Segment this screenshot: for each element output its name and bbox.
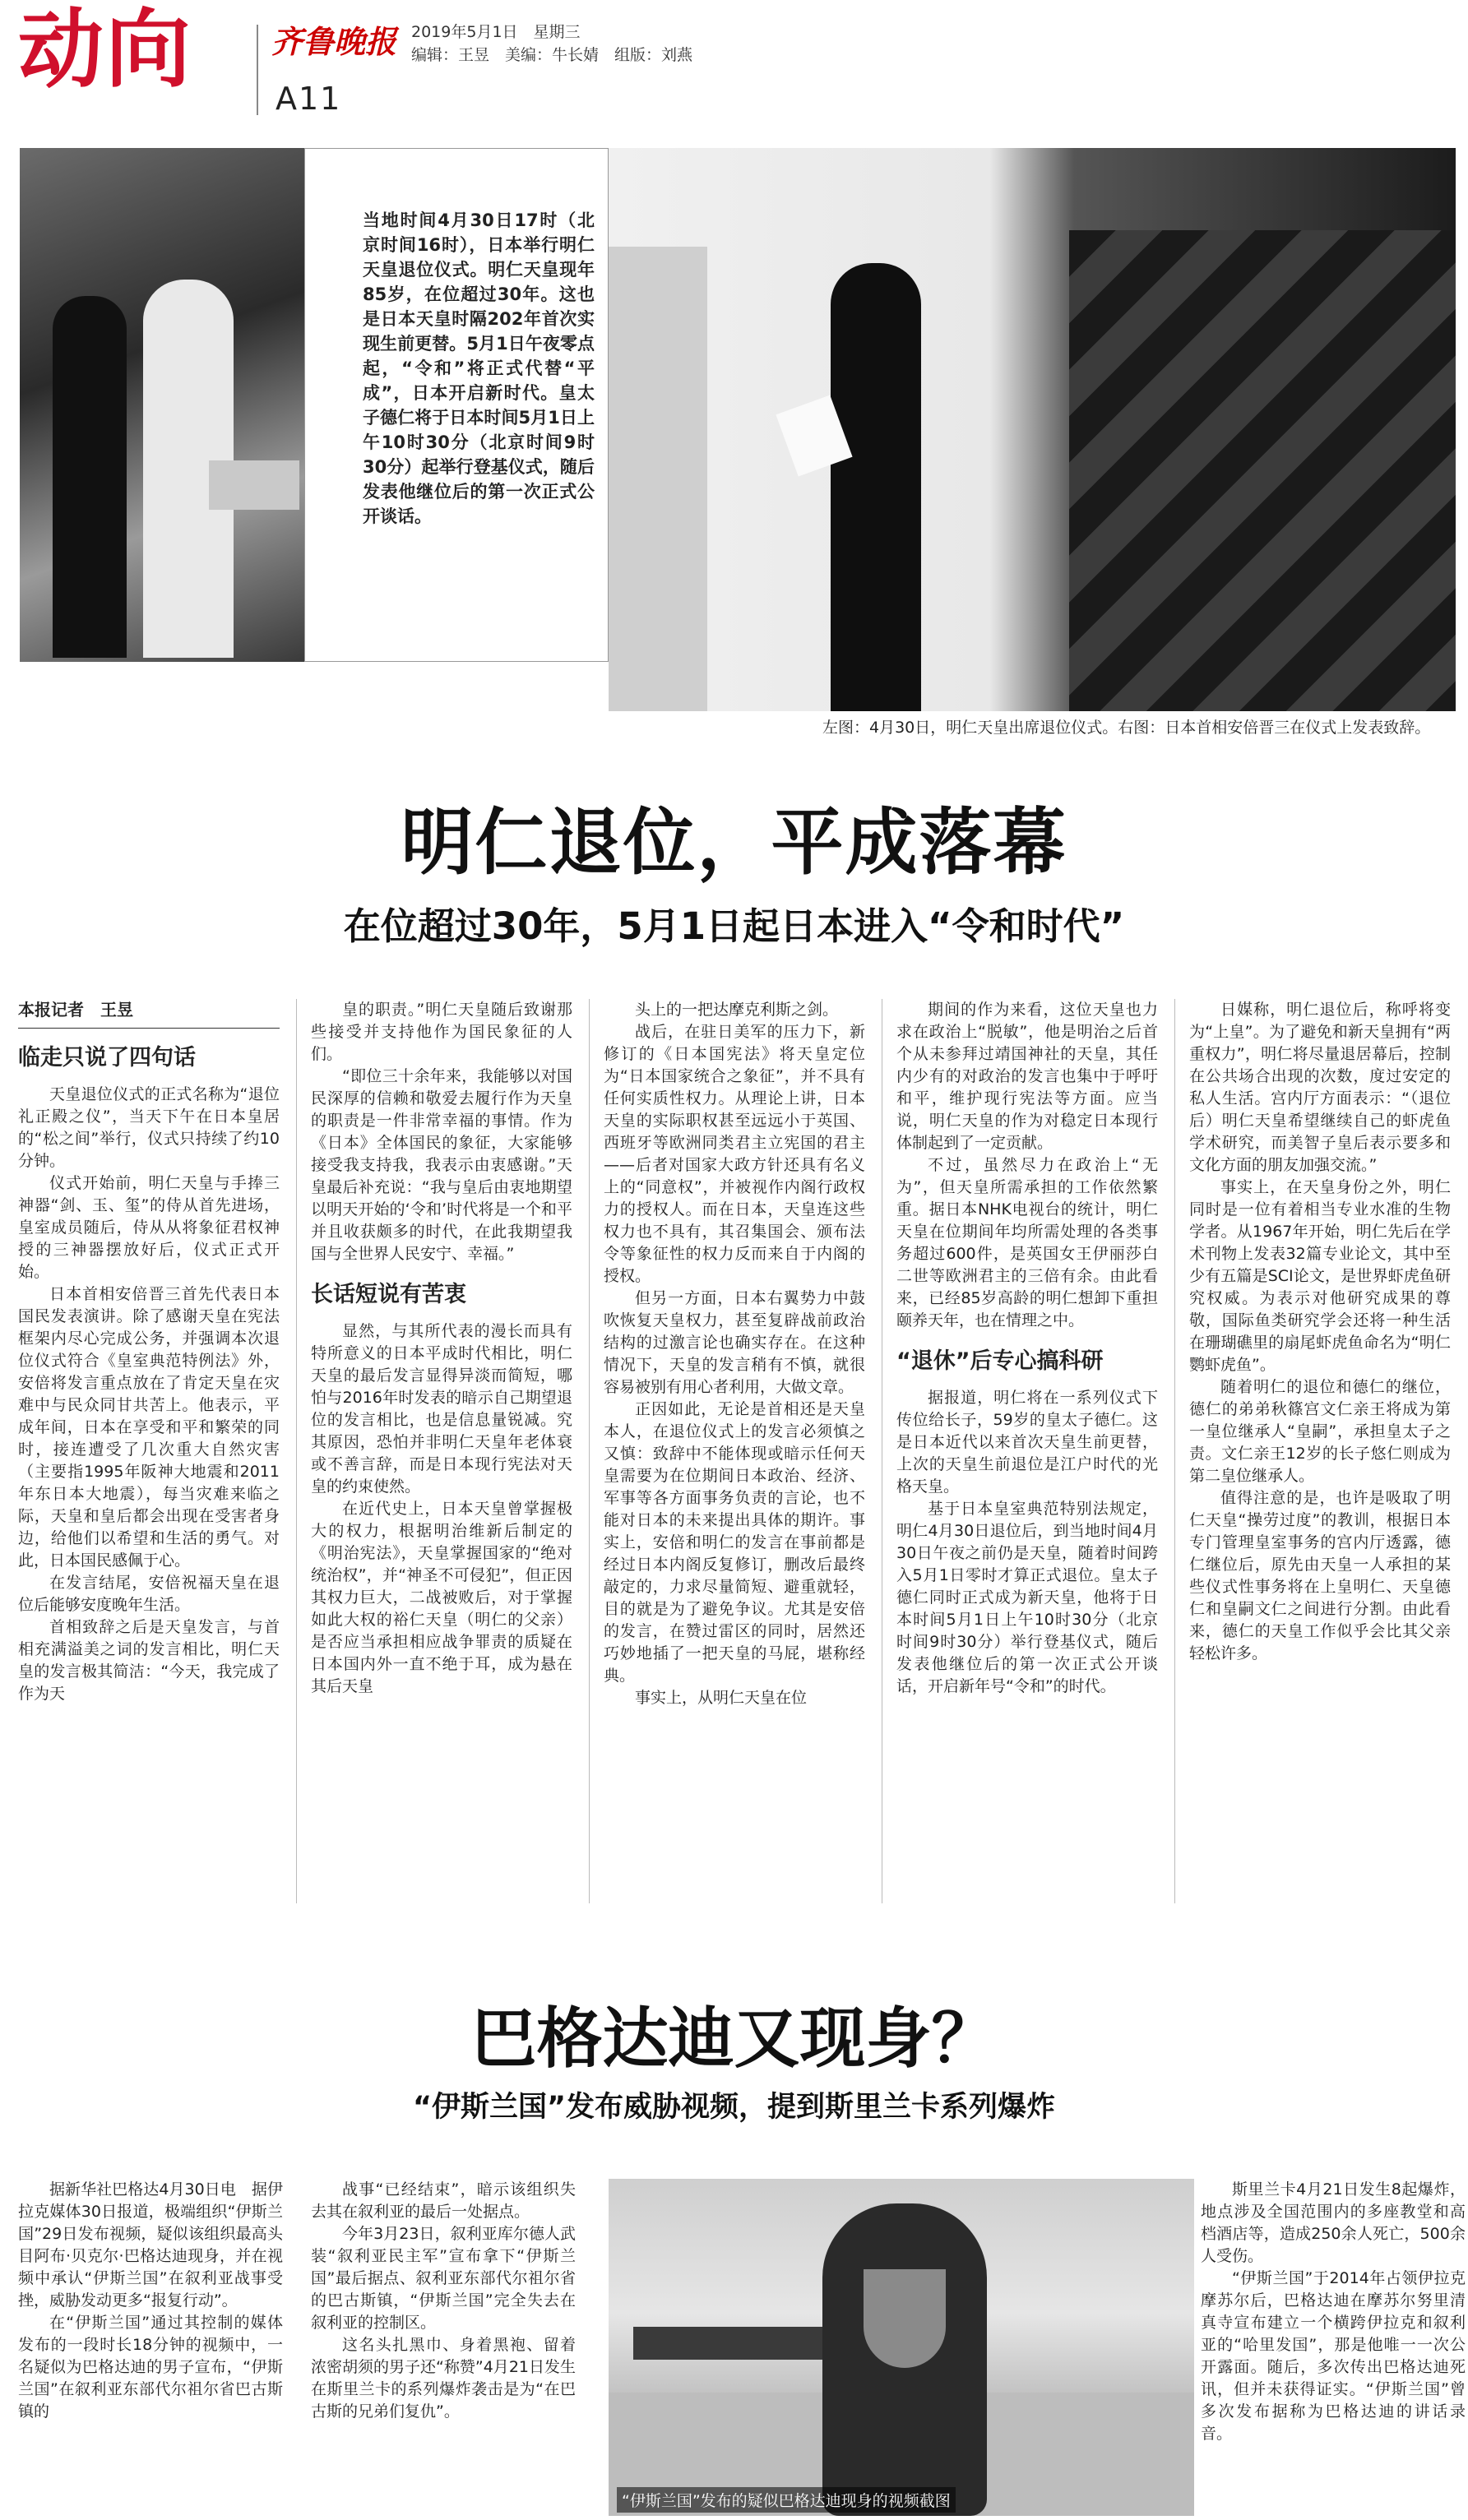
paragraph: 基于日本皇室典范特别法规定，明仁4月30日退位后，到当地时间4月30日午夜之前仍是天皇，随着时间跨入5月1日零时才算正式退位。皇太子德仁同时正式成为新天皇，他将于日本时间5月1日上午10时30分（北京时间9时30分）举行登基仪式，随后发表他继位后的第一次正式公开谈话，开启新年号“令和”的时代。 [896,1500,1158,1695]
subheading: “退休”后专心搞科研 [896,1348,1104,1374]
paragraph: 斯里兰卡4月21日发生8起爆炸，地点涉及全国范围内的多座教堂和高档酒店等，造成250余人死亡，500余人受伤。 [1201,2180,1466,2265]
article1-column-5 [1189,999,1451,1665]
paragraph: 不过，虽然尽力在政治上“无为”，但天皇所需承担的工作依然繁重。据日本NHK电视台的统计，明仁天皇在位期间年均所需处理的各类事务超过600件，是英国女王伊丽莎白二世等欧洲君主的三倍有余。由此看来，已经85岁高龄的明仁想卸下重担颐养天年，也在情理之中。 [896,1156,1158,1329]
paragraph: 在发言结尾，安倍祝福天皇在退位后能够安度晚年生活。 [18,1574,280,1614]
paragraph: 首相致辞之后是天皇发言，与首相充满溢美之词的发言相比，明仁天皇的发言极其简洁：“今天，我完成了作为天 [18,1618,280,1703]
paragraph: “即位三十余年来，我能够以对国民深厚的信赖和敬爱去履行作为天皇的职责是一件非常幸福的事情。作为《日本》全体国民的象征，大家能够接受我支持我，我表示由衷感谢。”天皇最后补充说：“我与皇后由衷地期望以明天开始的‘令和’时代将是一个和平并且收获颇多的时代，在此我期望我国与全世界人民安宁、幸福。” [311,1067,572,1263]
paragraph: 战后，在驻日美军的压力下，新修订的《日本国宪法》将天皇定位为“日本国家统合之象征”，并不具有任何实质性权力。从理论上讲，日本天皇的实际职权甚至远远小于英国、西班牙等欧洲同类君主立宪国的君主——后者对国家大政方针还具有名义上的“同意权”，并被视作内阁行政权力的授权人。而在日本，天皇连这些权力也不具有，其召集国会、颁布法令等象征性的权力反而来自于内阁的授权。 [604,1023,865,1285]
paragraph: 战事“已经结束”，暗示该组织失去其在叙利亚的最后一处据点。 [311,2180,576,2221]
paragraph: 在“伊斯兰国”通过其控制的媒体发布的一段时长18分钟的视频中，一名疑似为巴格达迪的男子宣布，“伊斯兰国”在叙利亚东部代尔祖尔省巴古斯镇的 [18,2314,283,2421]
photo-abe-speech [609,148,1456,711]
paragraph: 事实上，从明仁天皇在位 [635,1689,808,1707]
photo-inset-caption-box [304,148,609,662]
column-divider [296,999,297,1903]
subheading: 长话短说有苦衷 [311,1282,466,1307]
headline-2: 巴格达迪又现身？ [470,2000,998,2077]
photo-baghdadi-video [609,2179,1194,2516]
staff-line: 编辑：王昱 美编：牛长婧 组版：刘燕 [411,46,693,64]
photo-audience [1069,230,1456,711]
photo-figure-emperor [53,296,127,658]
photo-bottom-caption: “伊斯兰国”发布的疑似巴格达迪现身的视频截图 [617,2487,956,2513]
paragraph: 今年3月23日，叙利亚库尔德人武装“叙利亚民主军”宣布拿下“伊斯兰国”最后据点、叙利亚东部代尔祖尔省的巴古斯镇，“伊斯兰国”完全失去在叙利亚的控制区。 [311,2225,576,2332]
paragraph: 正因如此，无论是首相还是天皇本人，在退位仪式上的发言必须慎之又慎：致辞中不能体现或暗示任何天皇需要为在位期间日本政治、经济、军事等各方面事务负责的言论，也不能对日本的未来提出具体的期许。事实上，安倍和明仁的发言在事前都是经过日本内阁反复修订，删改后最终敲定的，力求尽量简短、避重就轻，目的就是为了避免争议。尤其是安倍的发言，在赞过雷区的同时，居然还巧妙地插了一把天皇的马屁，堪称经典。 [604,1400,865,1685]
page-number: A11 [276,81,342,117]
article1-column-3 [604,999,865,1709]
article1-column-1 [18,999,280,1705]
photo-inset-caption: 当地时间4月30日17时（北京时间16时），日本举行明仁天皇退位仪式。明仁天皇现年85岁，在位超过30年。这也是日本天皇时隔202年首次实现生前更替。5月1日午夜零点起，“令和”将正式代替“平成”，日本开启新时代。皇太子德仁将于日本时间5月1日上午10时30分（北京时间9时30分）起举行登基仪式，随后发表他继位后的第一次正式公开谈话。 [363,210,595,526]
paragraph: 头上的一把达摩克利斯之剑。 [635,1001,839,1019]
paragraph: 日本首相安倍晋三首先代表日本国民发表演讲。除了感谢天皇在宪法框架内尽心完成公务，并强调本次退位仪式符合《皇室典范特例法》外，安倍将发言重点放在了肯定天皇在灾难中与民众同甘共苦上。他表示，平成年间，日本在享受和平和繁荣的同时，接连遭受了几次重大自然灾害（主要指1995年阪神大地震和2011年东日本大地震），每当灾难来临之际，天皇和皇后都会出现在受害者身边，给他们以希望和生活的勇气。对此，日本国民感佩于心。 [18,1285,280,1570]
paragraph: 但另一方面，日本右翼势力中鼓吹恢复天皇权力，甚至复辟战前政治结构的过激言论也确实存在。在这种情况下，天皇的发言稍有不慎，就很容易被别有用心者利用，大做文章。 [604,1289,865,1396]
date-line: 2019年5月1日 星期三 [411,23,581,41]
byline: 本报记者 王昱 [18,999,280,1029]
paragraph: 期间的作为来看，这位天皇也力求在政治上“脱敏”，他是明治之后首个从未参拜过靖国神社的天皇，其任内少有的对政治的发言也集中于呼吁和平，维护现行宪法等方面。应当说，明仁天皇的作为对稳定日本现行体制起到了一定贡献。 [896,1001,1158,1152]
column-divider [1174,999,1175,1903]
paragraph: 皇的职责。”明仁天皇随后致谢那些接受并支持他作为国民象征的人们。 [311,1001,572,1063]
paragraph: 值得注意的是，也许是吸取了明仁天皇“操劳过度”的教训，根据日本专门管理皇室事务的宫内厅透露，德仁继位后，原先由天皇一人承担的某些仪式性事务将在上皇明仁、天皇德仁和皇嗣文仁之间进行分割。由此看来，德仁的天皇工作似乎会比其父亲轻松许多。 [1189,1489,1451,1662]
paragraph: 天皇退位仪式的正式名称为“退位礼正殿之仪”，当天下午在日本皇居的“松之间”举行，仪式只持续了约10分钟。 [18,1085,280,1170]
paragraph: “伊斯兰国”于2014年占领伊拉克摩苏尔后，巴格达迪在摩苏尔努里清真寺宣布建立一个横跨伊拉克和叙利亚的“哈里发国”，那是他唯一一次公开露面。随后，多次传出巴格达迪死讯，但并未获得证实。“伊斯兰国”曾多次发布据称为巴格达迪的讲话录音。 [1201,2269,1466,2443]
photo-rifle [633,2327,822,2360]
paragraph: 仪式开始前，明仁天皇与手捧三神器“剑、玉、玺”的侍从首先进场，皇室成员随后，侍从从将象征君权神授的三神器摆放好后，仪式正式开始。 [18,1174,280,1281]
article1-column-4 [896,999,1158,1698]
paragraph: 显然，与其所代表的漫长而具有特所意义的日本平成时代相比，明仁天皇的最后发言显得异淡而简短，哪怕与2016年时发表的暗示自己期望退位的发言相比，也是信息量锐减。究其原因，恐怕并非明仁天皇年老体衰或不善言辞，而是日本现行宪法对天皇的约束使然。 [311,1322,572,1496]
paragraph: 日媒称，明仁退位后，称呼将变为“上皇”。为了避免和新天皇拥有“两重权力”，明仁将尽量退居幕后，控制在公共场合出现的次数，度过安定的私人生活。宫内厅方面表示：“（退位后）明仁天皇希望继续自己的虾虎鱼学术研究，而美智子皇后表示要多和文化方面的朋友加强交流。” [1189,1001,1451,1174]
paragraph: 随着明仁的退位和德仁的继位，德仁的弟弟秋篠宫文仁亲王将成为第一皇位继承人“皇嗣”，承担皇太子之责。文仁亲王12岁的长子悠仁则成为第二皇位继承人。 [1189,1378,1451,1485]
article2-column-3 [1201,2179,1466,2445]
photo-regalia-table [209,460,299,510]
subheading: 临走只说了四句话 [18,1045,196,1070]
paragraph: 事实上，在天皇身份之外，明仁同时是一位有着相当专业水准的生物学者。从1967年开始，明仁先后在学术刊物上发表32篇专业论文，其中至少有五篇是SCI论文，是世界虾虎鱼研究权威。为表示对他研究成果的尊敬，国际鱼类研究学会还将一种生活在珊瑚礁里的扇尾虾虎鱼命名为“明仁鹦虾虎鱼”。 [1189,1178,1451,1374]
photo-beard [864,2269,946,2368]
headline: 明仁退位，平成落幕 [401,800,1067,885]
paragraph: 在近代史上，日本天皇曾掌握极大的权力，根据明治维新后制定的《明治宪法》，天皇掌握国家的“绝对统治权”，并“神圣不可侵犯”，但正因其权力巨大，二战被败后，对于掌握如此大权的裕仁天皇（明仁的父亲）是否应当承担相应战争罪责的质疑在日本国内外一直不绝于耳，成为悬在其后天皇 [311,1500,572,1695]
article2-column-2 [311,2179,576,2423]
photo-caption: 左图：4月30日，明仁天皇出席退位仪式。右图：日本首相安倍晋三在仪式上发表致辞。 [822,719,1431,737]
article2-column-1 [18,2179,283,2423]
photo-background-door [609,247,707,711]
paragraph: 据新华社巴格达4月30日电 据伊拉克媒体30日报道，极端组织“伊斯兰国”29日发布视频，疑似该组织最高头目阿布·贝克尔·巴格达迪现身，并在视频中承认“伊斯兰国”在叙利亚战事受挫，威胁发动更多“报复行动”。 [18,2180,283,2310]
paragraph: 据报道，明仁将在一系列仪式下传位给长子，59岁的皇太子德仁。这是日本近代以来首次天皇生前更替，上次的天皇生前退位是江户时代的光格天皇。 [896,1389,1158,1496]
paragraph: 这名头扎黑巾、身着黑袍、留着浓密胡须的男子还“称赞”4月21日发生在斯里兰卡的系列爆炸袭击是为“在巴古斯的兄弟们复仇”。 [311,2336,576,2421]
section-title: 动向 [18,0,193,99]
column-divider [589,999,590,1903]
photo-figure-speaker [831,263,921,711]
newspaper-logo: 齐鲁晚报 [271,23,397,60]
article1-column-2 [311,999,572,1698]
subheadline-2: “伊斯兰国”发布威胁视频，提到斯里兰卡系列爆炸 [412,2091,1055,2124]
photo-emperor-ceremony [20,148,304,662]
masthead-divider [257,25,258,115]
subheadline: 在位超过30年，5月1日起日本进入“令和时代” [343,904,1125,948]
